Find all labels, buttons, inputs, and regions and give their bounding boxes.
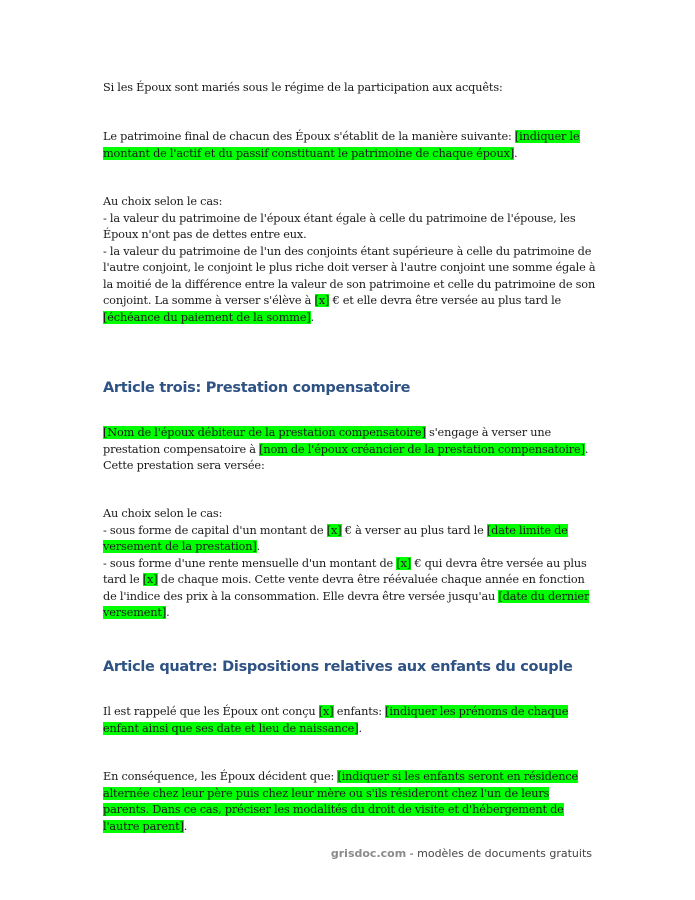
option-patrimoine-egal: - la valeur du patrimoine de l'époux étant égale à celle du patrimoine de l'épouse, les Époux n'ont pas de dettes entre eux. bbox=[103, 211, 576, 241]
placeholder-dernier-versement: [date du dernier versement] bbox=[103, 589, 590, 619]
placeholder-somme: [x] bbox=[314, 294, 330, 307]
paragraph-prestation-options: Au choix selon le cas: - sous forme de capital d'un montant de [x] € à verser au plus tard le [date limite de versement de la prestation]. - sous forme d'une rente mensuelle d'un montant de [x] € qui devra être versée au plus tard le [x] de chaque mois. Cette vente devra être réévaluée chaque année en fonction de l'indice des prix à la consommation. Elle devra être versée jusqu'au [date du dernier versement]. bbox=[103, 507, 590, 619]
paragraph-patrimoine-final: Le patrimoine final de chacun des Époux s'établit de la manière suivante: [indiquer le montant de l'actif et du passif constituant le patrimoine de chaque époux]. bbox=[103, 130, 580, 160]
placeholder-date-limite: [date limite de versement de la prestation] bbox=[103, 523, 568, 553]
placeholder-creancier: [nom de l'époux créancier de la prestation compensatoire] bbox=[259, 442, 585, 456]
footer-site[interactable]: grisdoc.com bbox=[330, 847, 407, 860]
placeholder-jour: [x] bbox=[142, 573, 158, 586]
choice-label: Au choix selon le cas: bbox=[103, 507, 223, 520]
heading-article-quatre: Article quatre: Dispositions relatives aux enfants du couple bbox=[103, 659, 573, 675]
choice-label: Au choix selon le cas: bbox=[103, 195, 223, 208]
footer-tagline: - modèles de documents gratuits bbox=[406, 847, 592, 860]
heading-article-trois: Article trois: Prestation compensatoire bbox=[103, 380, 411, 396]
footer-credit bbox=[331, 847, 592, 860]
placeholder-nombre-enfants: [x] bbox=[318, 705, 334, 718]
option-rente: - sous forme d'une rente mensuelle d'un montant de bbox=[103, 556, 397, 570]
placeholder-echeance: [échéance du paiement de la somme] bbox=[103, 310, 311, 324]
placeholder-patrimoine: [indiquer le montant de l'actif et du passif constituant le patrimoine de chaque époux] bbox=[103, 130, 580, 160]
paragraph-choix-options: Au choix selon le cas: - la valeur du patrimoine de l'époux étant égale à celle du patrimoine de l'épouse, les Époux n'ont pas de dettes entre eux. - la valeur du patrimoine de l'un des conjoints étant supérieure à celle du patrimoine de l'autre conjoint, le conjoint le plus riche doit verser à l'autre conjoint une somme égale à la moitié de la différence entre la valeur de son patrimoine et celle du patrimoine de son conjoint. La somme à verser s'élève à [x] € et elle devra être versée au plus tard le [échéance du paiement de la somme]. bbox=[103, 195, 596, 324]
placeholder-debiteur: [Nom de l'époux débiteur de la prestation compensatoire] bbox=[103, 426, 426, 439]
paragraph-residence: En conséquence, les Époux décident que: [indiquer si les enfants seront en résidence alternée chez leur père puis chez leur mère ou s'ils résideront chez l'un de leurs parents. Dans ce cas, préciser les modalités du droit de visite et d'hébergement de l'autre parent]. bbox=[103, 770, 579, 833]
paragraph-enfants: Il est rappelé que les Époux ont conçu [x] enfants: [indiquer les prénoms de chaque enfant ainsi que ses date et lieu de naissance]. bbox=[103, 705, 569, 735]
paragraph-participation-intro: Si les Époux sont mariés sous le régime de la participation aux acquêts: bbox=[103, 81, 503, 94]
placeholder-residence: [indiquer si les enfants seront en résidence alternée chez leur père puis chez leur mère ou s'ils résideront chez l'un de leurs parents. Dans ce cas, préciser les modalités du droit de visite et d'hébergement de l'autre parent] bbox=[103, 770, 579, 833]
placeholder-montant-rente: [x] bbox=[396, 556, 412, 570]
placeholder-prenoms-enfants: [indiquer les prénoms de chaque enfant ainsi que ses date et lieu de naissance] bbox=[103, 705, 569, 735]
option-patrimoine-superieur: - la valeur du patrimoine de l'un des conjoints étant supérieure à celle du patrimoine de l'autre conjoint, le conjoint le plus riche doit verser à l'autre conjoint une somme égale à la moitié de la différence entre la valeur de son patrimoine et celle du patrimoine de son conjoint. La somme à verser s'élève à bbox=[103, 244, 596, 307]
patrimoine-text: Le patrimoine final de chacun des Époux s'établit de la manière suivante: bbox=[103, 130, 515, 143]
placeholder-montant-capital: [x] bbox=[326, 523, 342, 537]
option-capital: - sous forme de capital d'un montant de bbox=[103, 523, 327, 537]
paragraph-prestation: [Nom de l'époux débiteur de la prestation compensatoire] s'engage à verser une prestation compensatoire à [nom de l'époux créancier de la prestation compensatoire]. Cette prestation sera versée: bbox=[103, 426, 589, 472]
